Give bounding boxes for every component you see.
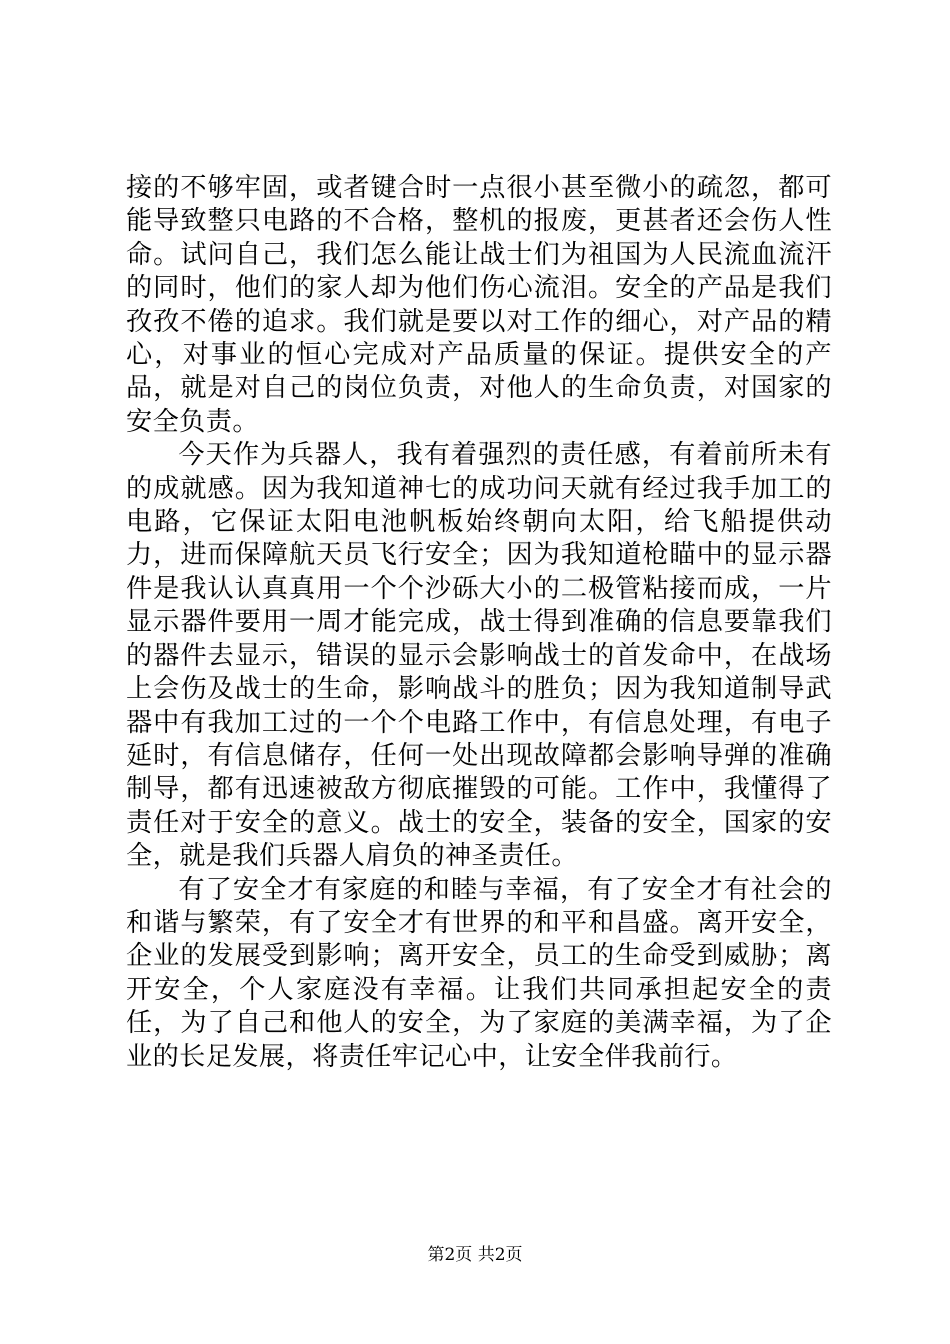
paragraph-1: 接的不够牢固，或者键合时一点很小甚至微小的疏忽，都可能导致整只电路的不合格，整机的报废，更甚者还会伤人性命。试问自己，我们怎么能让战士们为祖国为人民流血流汗的同时，他们的家人却为他们伤心流泪。安全的产品是我们孜孜不倦的追求。我们就是要以对工作的细心，对产品的精心，对事业的恒心完成对产品质量的保证。提供安全的产品，就是对自己的岗位负责，对他人的生命负责，对国家的安全负责。	[126, 173, 832, 437]
page-number-footer: 第2页 共2页	[427, 1245, 523, 1265]
document-body	[126, 172, 832, 1074]
paragraph-3: 有了安全才有家庭的和睦与幸福，有了安全才有社会的和谐与繁荣，有了安全才有世界的和平和昌盛。离开安全，企业的发展受到影响；离开安全，员工的生命受到威胁；离开安全，个人家庭没有幸福。让我们共同承担起安全的责任，为了自己和他人的安全，为了家庭的美满幸福，为了企业的长足发展，将责任牢记心中，让安全伴我前行。	[126, 874, 832, 1072]
paragraph-2: 今天作为兵器人，我有着强烈的责任感，有着前所未有的成就感。因为我知道神七的成功问天就有经过我手加工的电路，它保证太阳电池帆板始终朝向太阳，给飞船提供动力，进而保障航天员飞行安全；因为我知道枪瞄中的显示器件是我认认真真用一个个沙砾大小的二极管粘接而成，一片显示器件要用一周才能完成，战士得到准确的信息要靠我们的器件去显示，错误的显示会影响战士的首发命中，在战场上会伤及战士的生命，影响战斗的胜负；因为我知道制导武器中有我加工过的一个个电路工作中，有信息处理，有电子延时，有信息储存，任何一处出现故障都会影响导弹的准确制导，都有迅速被敌方彻底摧毁的可能。工作中，我懂得了责任对于安全的意义。战士的安全，装备的安全，国家的安全，就是我们兵器人肩负的神圣责任。	[126, 440, 832, 872]
